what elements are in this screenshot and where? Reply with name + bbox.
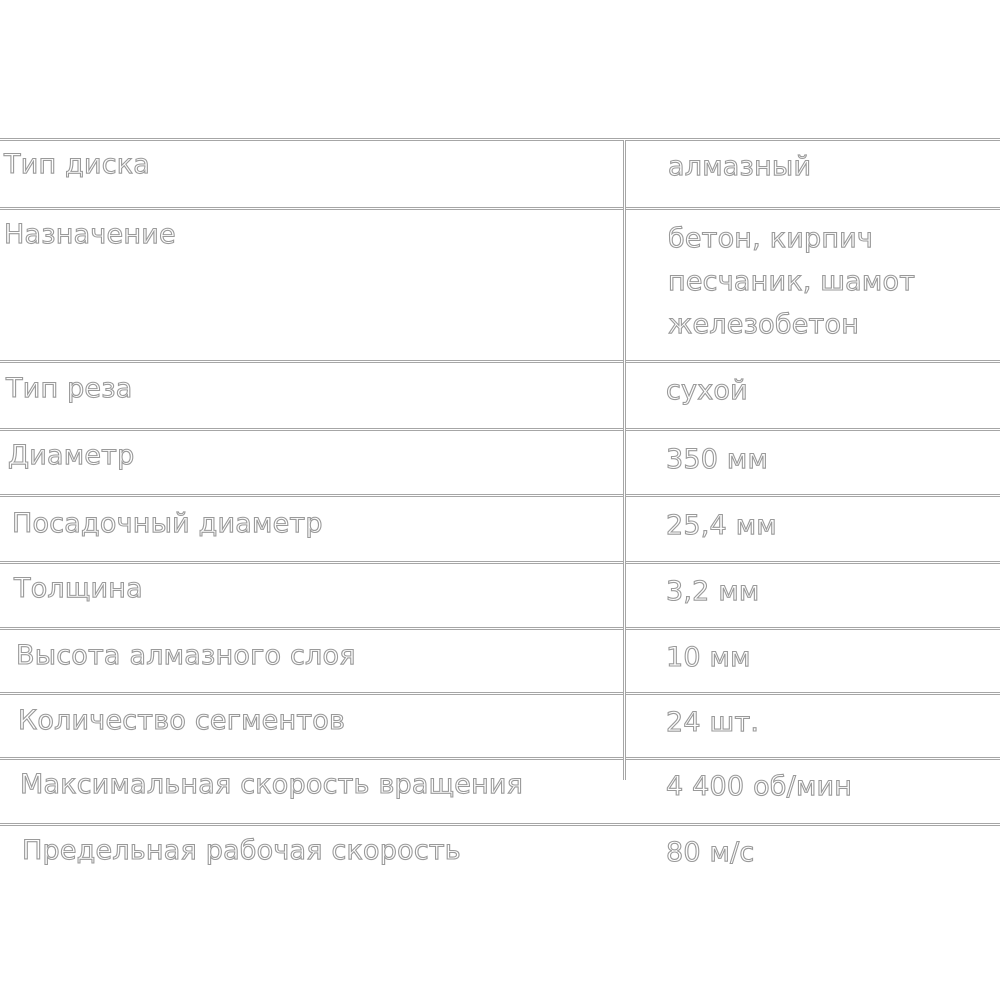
spec-label: Количество сегментов [18, 705, 346, 736]
spec-label: Посадочный диаметр [12, 508, 323, 539]
spec-value: 24 шт. [666, 707, 760, 738]
spec-value: 350 мм [666, 444, 769, 475]
spec-label: Максимальная скорость вращения [20, 769, 524, 800]
spec-value-line: бетон, кирпич [668, 223, 874, 254]
spec-value: 10 мм [666, 642, 751, 673]
column-divider [623, 140, 626, 780]
spec-value-line: песчаник, шамот [668, 266, 916, 297]
spec-value-line: железобетон [668, 309, 860, 340]
spec-value: 25,4 мм [666, 510, 777, 541]
row-divider [0, 428, 1000, 431]
row-divider [0, 757, 1000, 760]
row-divider [0, 207, 1000, 210]
spec-value: 80 м/с [666, 837, 755, 868]
row-divider [0, 138, 1000, 141]
spec-value: 4 400 об/мин [666, 771, 853, 802]
row-divider [0, 494, 1000, 497]
row-divider [0, 823, 1000, 826]
spec-value: алмазный [668, 151, 812, 182]
row-divider [0, 561, 1000, 564]
spec-label: Диаметр [8, 440, 135, 471]
spec-label: Высота алмазного слоя [16, 640, 356, 671]
spec-label: Назначение [4, 219, 176, 250]
spec-label: Предельная рабочая скорость [22, 835, 461, 866]
row-divider [0, 692, 1000, 695]
spec-label: Тип реза [6, 373, 133, 404]
spec-value: сухой [666, 375, 748, 406]
spec-label: Толщина [14, 573, 143, 604]
spec-label: Тип диска [4, 149, 150, 180]
spec-value: 3,2 мм [666, 576, 760, 607]
row-divider [0, 360, 1000, 363]
row-divider [0, 627, 1000, 630]
